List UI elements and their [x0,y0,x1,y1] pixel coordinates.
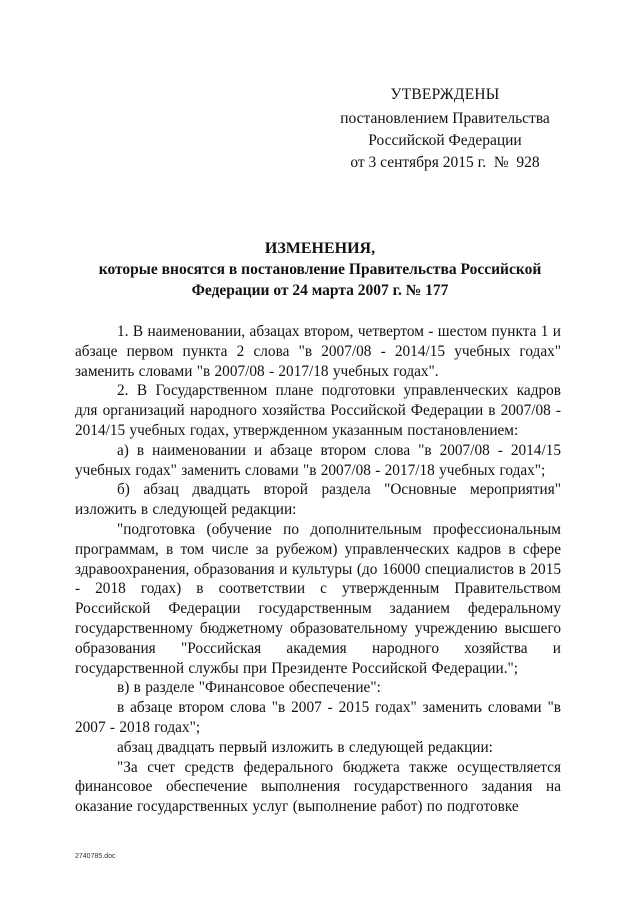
paragraph-subitem-b: б) абзац двадцать второй раздела "Основные мероприятия" изложить в следующей редакции: [75,481,561,519]
paragraph-subitem-a: а) в наименовании и абзаце втором слова "в 2007/08 - 2014/15 учебных годах" заменить словами "в 2007/08 - 2017/18 учебных годах"; [75,441,561,479]
document-body [75,322,561,817]
approval-heading: УТВЕРЖДЕНЫ [390,86,500,103]
title-subline-2: Федерации от 24 марта 2007 г. № 177 [191,282,449,299]
paragraph-item-1: 1. В наименовании, абзацах втором, четвертом - шестом пункта 1 и абзаце первом пункта 2 слова "в 2007/08 - 2014/15 учебных годах" заменить словами "в 2007/08 - 2017/18 учебных годах". [75,323,561,380]
approval-line-resolution: постановлением Правительства [340,110,550,127]
approval-block [340,84,550,174]
document-file-code: 2740785.doc [75,853,116,860]
paragraph-second-abzac: в абзаце втором слова "в 2007 - 2015 годах" заменить словами "в 2007 - 2018 годах"; [75,699,561,736]
paragraph-quote-training: "подготовка (обучение по дополнительным профессиональным программам, в том числе за рубежом) управленческих кадров в сфере здравоохранения, образования и культуры (до 16000 специалистов в 2015 - 2018 годах) в соответствии с утвержденным Правительством Российской Федерации государственным заданием федеральному государственному бюджетному образовательному учреждению высшего образования "Российская академия народного хозяйства и государственной службы при Президенте Российской Федерации."; [75,520,561,677]
paragraph-quote-funding: "За счет средств федерального бюджета также осуществляется финансовое обеспечение выполнения государственного задания на оказание государственных услуг (выполнение работ) по подготовке [75,758,561,816]
paragraph-item-2: 2. В Государственном плане подготовки управленческих кадров для организаций народного хозяйства Российской Федерации в 2007/08 - 2014/15 учебных годах, утвержденном указанным постановлением: [75,382,561,439]
paragraph-subitem-c: в) в разделе "Финансовое обеспечение": [117,679,381,697]
title-subline-1: которые вносятся в постановление Правительства Российской [98,261,542,278]
approval-line-date-number: от 3 сентября 2015 г. № 928 [350,154,540,171]
paragraph-twenty-first: абзац двадцать первый изложить в следующей редакции: [117,738,493,756]
approval-line-federation: Российской Федерации [368,132,522,149]
document-title [60,238,580,301]
title-heading: ИЗМЕНЕНИЯ, [264,240,376,257]
